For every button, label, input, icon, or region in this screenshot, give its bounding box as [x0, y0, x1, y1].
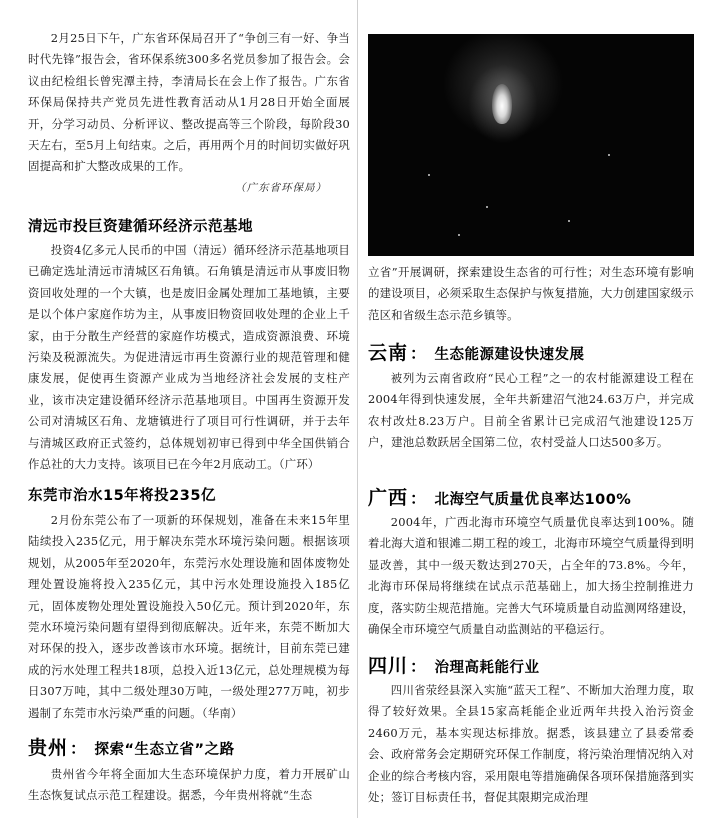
- guangxi-region-label: 广西: [368, 487, 409, 509]
- intro-article-body: 2月25日下午，广东省环保局召开了“争创三有一好、争当时代先锋”报告会，省环保系统300多名党员参加了报告会。会议由纪检组长曾宪潭主持，李清局长在会上作了报告。广东省环保局保持共产党员先进性教育活动从1月28日开始全面展开，分学习动员、分析评议、整改提高等三个阶段，每阶段30天左右，至5月上旬结束。之后，再用两个月的时间切实做好巩固提高和扩大整改成果的工作。: [28, 31, 350, 174]
- yunnan-article-body: 被列为云南省政府“民心工程”之一的农村能源建设工程在2004年得到快速发展，全年共新建沼气池24.63万户，并完成农村改灶8.23万户。目前全省累计已完成沼气池建设125万户，建池总数跃居全国第二位，农村受益人口达500多万。: [368, 371, 694, 450]
- intro-article-source: （广东省环保局）: [235, 182, 327, 194]
- yunnan-article-heading: 云南 ： 生态能源建设快速发展: [368, 342, 585, 364]
- guangxi-article-title: 北海空气质量优良率达100%: [434, 492, 632, 508]
- guangxi-article-heading: 广西 ： 北海空气质量优良率达100%: [368, 487, 632, 509]
- column-divider: [357, 0, 358, 818]
- guizhou-region-label: 贵州: [28, 737, 69, 759]
- sichuan-article-title: 治理高耗能行业: [434, 660, 540, 676]
- guizhou-article-body-part2: 立省”开展调研，探索建设生态省的可行性；对生态环境有影响的建设项目，必须采取生态保护与恢复措施，大力创建国家级示范区和省级生态示范乡镇等。: [368, 265, 694, 322]
- guizhou-article-title: 探索“生态立省”之路: [94, 742, 235, 758]
- sichuan-article-body: 四川省荥经县深入实施“蓝天工程”、不断加大治理力度，取得了较好效果。全县15家高耗能企业近两年共投入治污资金2460万元，基本实现达标排放。据悉，该县建立了县委常委会、政府常务会定期研究环保工作制度，将污染治理情况纳入对企业的综合考核内容，采用限电等措施确保各项环保措施落到实处；签订目标责任书，督促其限期完成治理: [368, 683, 694, 805]
- right-column: [362, 0, 703, 818]
- sichuan-region-label: 四川: [368, 655, 409, 677]
- guangxi-article-body: 2004年，广西北海市环境空气质量优良率达到100%。随着北海大道和银滩二期工程的竣工，北海市环境空气质量得到明显改善，其中一级天数达到270天，占全年的73.8%。今年，北海市环保局将继续在试点示范基础上，加大扬尘控制推进力度，落实防尘规范措施。完善大气环境质量自动监测网络建设，确保全市环境空气质量自动监测站的平稳运行。: [368, 515, 694, 637]
- guizhou-article-body-part1: 贵州省今年将全面加大生态环境保护力度，着力开展矿山生态恢复试点示范工程建设。据悉，今年贵州将就“生态: [28, 767, 350, 803]
- sichuan-article-heading: 四川 ： 治理高耗能行业: [368, 655, 540, 677]
- dongguan-article-title: 东莞市治水15年将投235亿: [28, 488, 216, 504]
- dongguan-article-body: 2月份东莞公布了一项新的环保规划，准备在未来15年里陆续投入235亿元，用于解决东莞水环境污染问题。根据该项规划，从2005年至2020年，东莞污水处理设施和固体废物处理处置设施将投入235亿元，其中污水处理设施投入185亿元，固体废物处理处置设施投入50亿元。预计到2020年，东莞水环境污染问题有望得到彻底解决。近年来，东莞不断加大对环保的投入，逐步改善该市水环境。据统计，目前东莞已建成的污水处理工程共18项，总投入近13亿元，总处理规模为每日307万吨，其中二级处理30万吨，一级处理277万吨，初步遏制了东莞市水污染严重的问题。（华南）: [28, 513, 350, 720]
- yunnan-article-title: 生态能源建设快速发展: [434, 347, 585, 363]
- yunnan-region-label: 云南: [368, 342, 409, 364]
- guizhou-article-heading: 贵州 ： 探索“生态立省”之路: [28, 737, 235, 759]
- qingyuan-article-title: 清远市投巨资建循环经济示范基地: [28, 219, 253, 235]
- qingyuan-article-body: 投资4亿多元人民币的中国（清远）循环经济示范基地项目已确定选址清远市清城区石角镇。石角镇是清远市从事废旧物资回收处理的一个大镇，也是废旧金属处理加工基地镇，主要是以个体户家庭作坊为主，从事废旧物资回收处理的企业上千家，由于分散生产经营的家庭作坊模式，造成资源浪费、环境污染及税源流失。为促进清远市再生资源行业的规范管理和健康发展，促使再生资源产业成为当地经济社会发展的支柱产业，该市决定建设循环经济示范基地项目。中国再生资源开发公司对清城区石角、龙塘镇进行了项目可行性调研，并于去年与清城区政府正式签约，总体规划初审已得到中华全国供销合作总社的大力支持。该项目已在今年2月底动工。（广环）: [28, 243, 350, 472]
